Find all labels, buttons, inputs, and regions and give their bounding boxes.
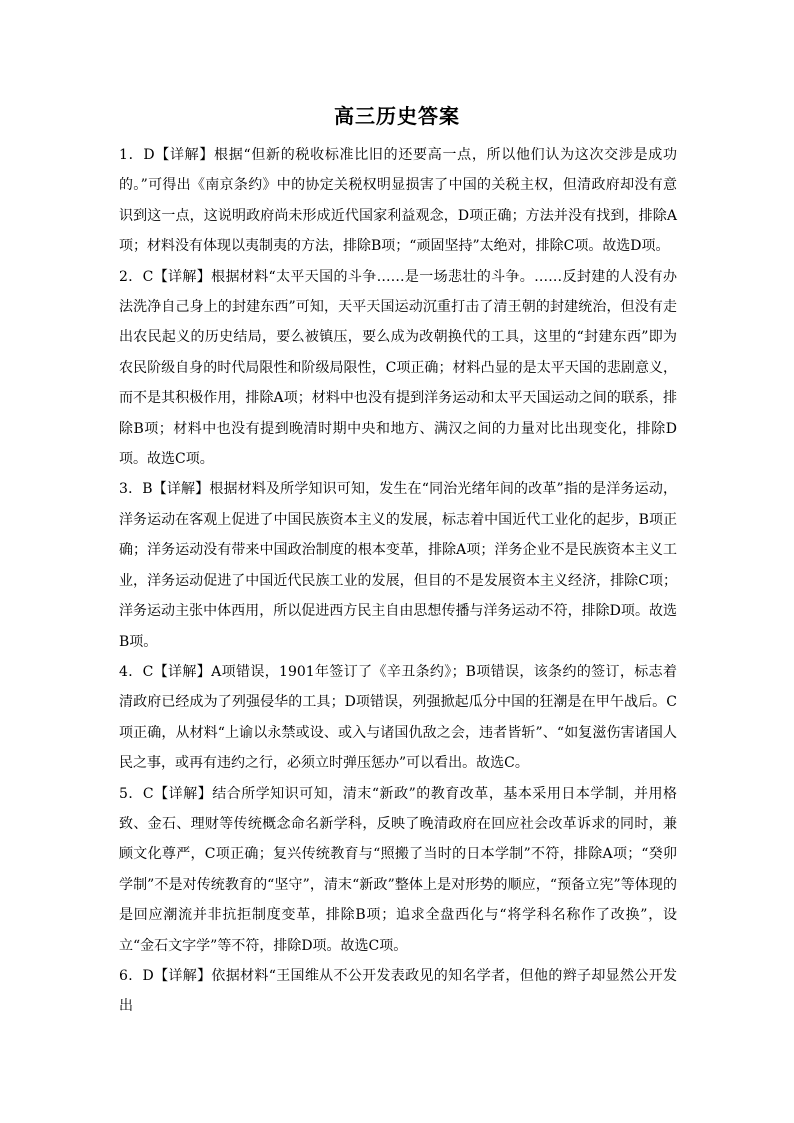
answer-5: 5．C【详解】结合所学知识可知，清末“新政”的教育改革，基本采用日本学制，并用格致、金石、理财等传统概念命名新学科，反映了晚清政府在回应社会改革诉求的同时，兼顾文化尊严，C项正确；复兴传统教育与“照搬了当时的日本学制”不符，排除A项；“癸卯学制”不是对传统教育的“坚守”，清末“新政”整体上是对形势的顺应，“预备立宪”等体现的是回应潮流并非抗拒制度变革，排除B项；追求全盘西化与“将学科名称作了改换”，设立“金石文字学”等不符，排除D项。故选C项。 (119, 785, 677, 954)
answer-3: 3．B【详解】根据材料及所学知识可知，发生在“同治光绪年间的改革”指的是洋务运动，洋务运动在客观上促进了中国民族资本主义的发展，标志着中国近代工业化的起步，B项正确；洋务运动没有带来中国政治制度的根本变革，排除A项；洋务企业不是民族资本主义工业，洋务运动促进了中国近代民族工业的发展，但目的不是发展资本主义经济，排除C项；洋务运动主张中体西用，所以促进西方民主自由思想传播与洋务运动不符，排除D项。故选B项。 (119, 481, 677, 650)
answer-list (119, 140, 677, 1022)
answer-6: 6．D【详解】依据材料“王国维从不公开发表政见的知名学者，但他的辫子却显然公开发出 (119, 967, 677, 1015)
page-title: 高三历史答案 (334, 104, 460, 128)
answer-4: 4．C【详解】A项错误，1901年签订了《辛丑条约》；B项错误，该条约的签订，标志着清政府已经成为了列强侵华的工具；D项错误，列强掀起瓜分中国的狂潮是在甲午战后。C项正确，从材料“上谕以永禁或设、或入与诸国仇敌之会，违者皆斩”、“如复滋伤害诸国人民之事，或再有违约之行，必须立时弹压惩办”可以看出。故选C。 (119, 663, 677, 772)
answer-2: 2．C【详解】根据材料“太平天国的斗争……是一场悲壮的斗争。……反封建的人没有办法洗净自己身上的封建东西”可知，天平天国运动沉重打击了清王朝的封建统治，但没有走出农民起义的历史结局，要么被镇压，要么成为改朝换代的工具，这里的“封建东西”即为农民阶级自身的时代局限性和阶级局限性，C项正确；材料凸显的是太平天国的悲剧意义，而不是其积极作用，排除A项；材料中也没有提到洋务运动和太平天国运动之间的联系，排除B项；材料中也没有提到晚清时期中央和地方、满汉之间的力量对比出现变化，排除D项。故选C项。 (119, 268, 677, 468)
answer-1: 1．D【详解】根据“但新的税收标准比旧的还要高一点，所以他们认为这次交涉是成功的。”可得出《南京条约》中的协定关税权明显损害了中国的关税主权，但清政府却没有意识到这一点，这说明政府尚未形成近代国家利益观念，D项正确；方法并没有找到，排除A项；材料没有体现以夷制夷的方法，排除B项；“顽固坚持”太绝对，排除C项。故选D项。 (119, 147, 677, 255)
